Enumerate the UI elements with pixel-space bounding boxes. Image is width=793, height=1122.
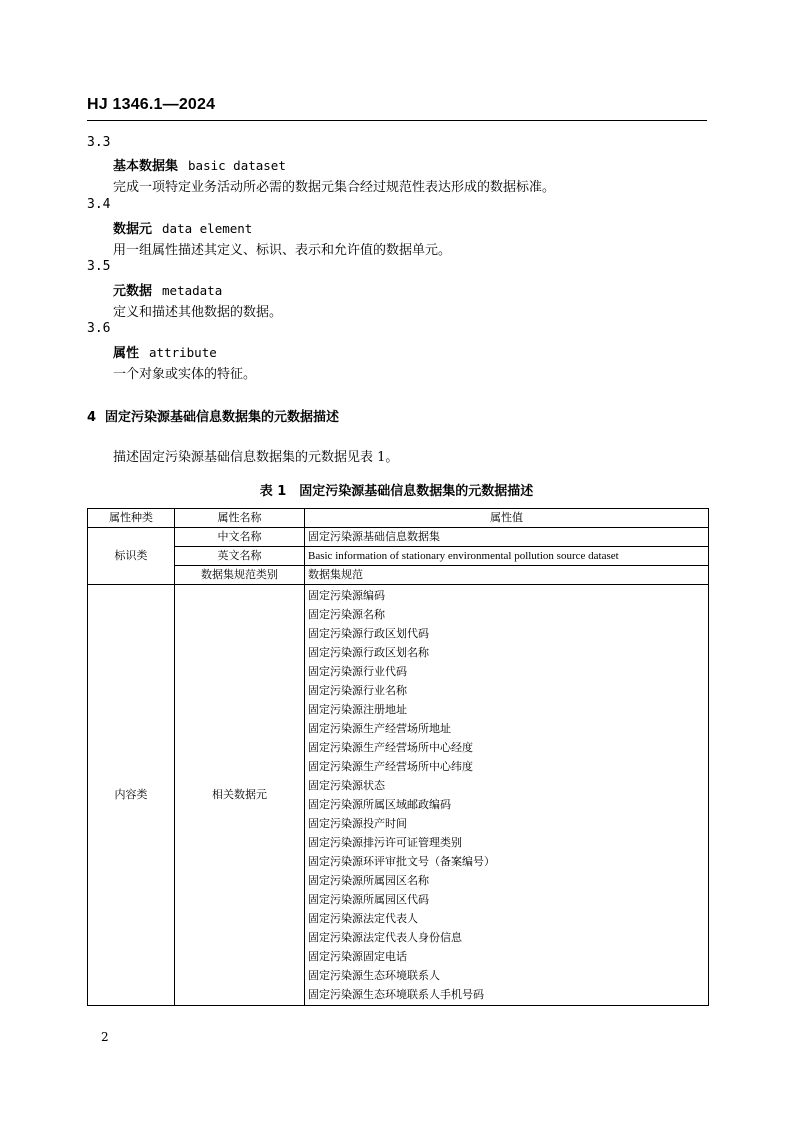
table-caption: 表 1 固定污染源基础信息数据集的元数据描述 [259, 484, 534, 499]
data-element-item: 固定污染源环评审批文号（备案编号） [308, 855, 495, 868]
header-rule [87, 120, 707, 121]
data-element-item: 固定污染源法定代表人 [308, 912, 418, 925]
term-definition: 一个对象或实体的特征。 [113, 367, 257, 382]
header-attribute-category: 属性种类 [88, 509, 175, 528]
term-english: basic dataset [188, 158, 286, 173]
page-number: 2 [101, 1030, 109, 1044]
data-element-item: 固定污染源所属园区名称 [308, 874, 429, 887]
data-element-item: 固定污染源所属区域邮政编码 [308, 798, 451, 811]
intro-paragraph: 描述固定污染源基础信息数据集的元数据见表 1。 [113, 450, 399, 465]
metadata-table [87, 508, 709, 1006]
term-number: 3.3 [87, 135, 111, 150]
term-number: 3.5 [87, 259, 111, 274]
category-identification: 标识类 [88, 528, 175, 585]
data-element-item: 固定污染源生态环境联系人 [308, 969, 440, 982]
data-element-item: 固定污染源注册地址 [308, 703, 407, 716]
standard-code: HJ 1346.1—2024 [87, 96, 216, 113]
attribute-value: 固定污染源基础信息数据集 [305, 528, 709, 547]
data-element-item: 固定污染源生产经营场所中心纬度 [308, 760, 473, 773]
data-element-item: 固定污染源固定电话 [308, 950, 407, 963]
data-element-item: 固定污染源投产时间 [308, 817, 407, 830]
attribute-name: 数据集规范类别 [175, 566, 305, 585]
data-element-item: 固定污染源行业名称 [308, 684, 407, 697]
content-values-cell [305, 585, 709, 1006]
data-element-item: 固定污染源行政区划名称 [308, 646, 429, 659]
term-number: 3.4 [87, 197, 111, 212]
data-element-item: 固定污染源名称 [308, 608, 385, 621]
data-element-item: 固定污染源生态环境联系人手机号码 [308, 988, 484, 1001]
data-element-item: 固定污染源行业代码 [308, 665, 407, 678]
data-element-item: 固定污染源法定代表人身份信息 [308, 931, 462, 944]
header-attribute-value: 属性值 [305, 509, 709, 528]
data-element-item: 固定污染源状态 [308, 779, 385, 792]
data-element-item: 固定污染源排污许可证管理类别 [308, 836, 462, 849]
attribute-value: 数据集规范 [305, 566, 709, 585]
data-element-item: 固定污染源行政区划代码 [308, 627, 429, 640]
section-number: 4 [87, 410, 97, 425]
section-title: 固定污染源基础信息数据集的元数据描述 [105, 410, 340, 425]
table-row [88, 585, 709, 1006]
term-definition: 用一组属性描述其定义、标识、表示和允许值的数据单元。 [113, 243, 452, 258]
table-row [88, 528, 709, 547]
category-content: 内容类 [88, 585, 175, 1006]
section-heading [87, 406, 339, 425]
attribute-name: 相关数据元 [175, 585, 305, 1006]
table-row [88, 566, 709, 585]
table-header-row [88, 509, 709, 528]
attribute-name: 英文名称 [175, 547, 305, 566]
term-name: 属性 attribute [113, 345, 217, 361]
term-definition: 完成一项特定业务活动所必需的数据元集合经过规范性表达形成的数据标准。 [113, 180, 556, 195]
data-element-item: 固定污染源编码 [308, 589, 385, 602]
term-english: attribute [149, 345, 217, 360]
attribute-value: Basic information of stationary environmental pollution source dataset [305, 547, 709, 566]
term-english: metadata [162, 283, 223, 298]
table-row [88, 547, 709, 566]
term-definition: 定义和描述其他数据的数据。 [113, 305, 283, 320]
data-element-item: 固定污染源生产经营场所中心经度 [308, 741, 473, 754]
term-number: 3.6 [87, 321, 111, 336]
term-name: 基本数据集 basic dataset [113, 158, 286, 174]
attribute-name: 中文名称 [175, 528, 305, 547]
term-name: 数据元 data element [113, 221, 253, 237]
term-name: 元数据 metadata [113, 283, 223, 299]
data-element-item: 固定污染源生产经营场所地址 [308, 722, 451, 735]
term-english: data element [162, 221, 253, 236]
header-attribute-name: 属性名称 [175, 509, 305, 528]
data-element-item: 固定污染源所属园区代码 [308, 893, 429, 906]
